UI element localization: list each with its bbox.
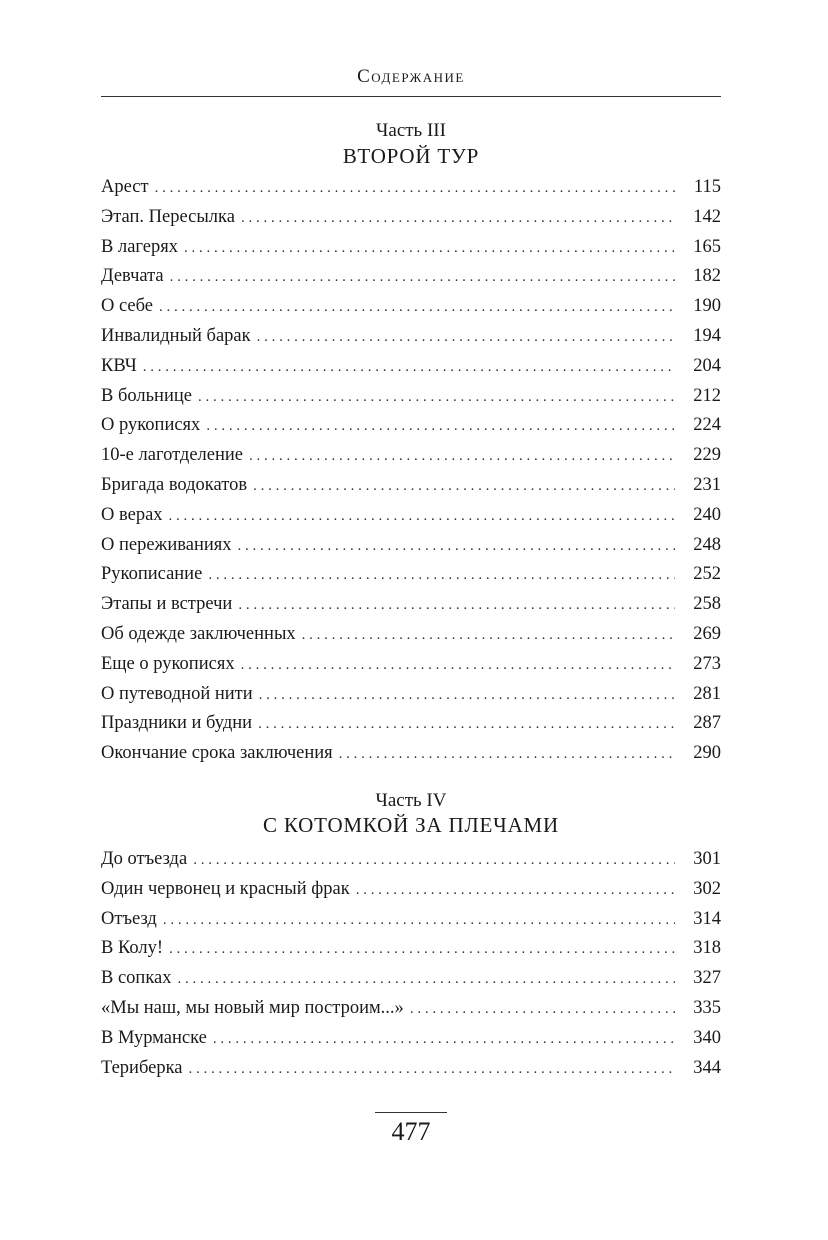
folio-rule: [375, 1112, 447, 1113]
toc-part-4: [101, 845, 721, 1083]
toc-entry-page: 240: [693, 504, 721, 525]
toc-entry-page: 165: [693, 236, 721, 257]
toc-entry-page: 301: [693, 849, 721, 869]
dot-leader: [155, 174, 675, 204]
toc-entry-page: 287: [693, 713, 721, 734]
toc-entry-page: 335: [693, 997, 721, 1018]
dot-leader: [163, 906, 675, 936]
toc-entry: [101, 709, 721, 739]
toc-entry-page: 269: [693, 623, 721, 644]
toc-entry-title: Праздники и будни: [101, 713, 253, 734]
toc-entry-page: 115: [693, 177, 721, 197]
toc-entry-title: Рукописание: [101, 564, 203, 585]
toc-entry-title: «Мы наш, мы новый мир построим...»: [101, 997, 404, 1018]
part-4-title: С КОТОМКОЙ ЗА ПЛЕЧАМИ: [263, 813, 559, 837]
toc-entry-title: Еще о рукописях: [101, 653, 235, 674]
toc-entry-page: 252: [693, 564, 721, 585]
dot-leader: [143, 353, 675, 383]
dot-leader: [241, 651, 675, 681]
toc-entry: [101, 173, 721, 203]
toc-entry-title: В больнице: [101, 385, 192, 406]
toc-entry: [101, 680, 721, 710]
toc-entry-title: Окончание срока заключения: [101, 743, 333, 764]
dot-leader: [238, 591, 675, 621]
toc-entry-page: 344: [693, 1057, 721, 1078]
toc-entry: [101, 1054, 721, 1084]
toc-entry: [101, 739, 721, 769]
dot-leader: [178, 965, 676, 995]
dot-leader: [253, 472, 675, 502]
dot-leader: [193, 846, 675, 876]
toc-entry: [101, 233, 721, 263]
header-rule: [101, 96, 721, 97]
toc-entry-page: 194: [693, 325, 721, 346]
toc-entry-title: До отъезда: [101, 849, 188, 869]
toc-entry: [101, 590, 721, 620]
toc-entry-page: 327: [693, 968, 721, 989]
part-4-label: Часть IV: [375, 790, 447, 811]
toc-entry-title: О себе: [101, 296, 154, 317]
toc-entry-page: 142: [693, 206, 721, 227]
toc-entry-page: 281: [693, 683, 721, 704]
toc-entry: [101, 875, 721, 905]
toc-entry-title: Инвалидный барак: [101, 325, 251, 346]
toc-entry-title: Этапы и встречи: [101, 594, 233, 615]
toc-entry: [101, 964, 721, 994]
toc-entry-page: 290: [693, 743, 721, 764]
toc-entry: [101, 650, 721, 680]
toc-entry-page: 231: [693, 474, 721, 495]
toc-entry: [101, 1024, 721, 1054]
page-number: 477: [391, 1117, 431, 1146]
toc-entry-title: 10-е лаготделение: [101, 445, 243, 466]
toc-entry: [101, 411, 721, 441]
toc-entry-title: В Мурманске: [101, 1027, 207, 1048]
toc-entry: [101, 292, 721, 322]
toc-entry-page: 273: [693, 653, 721, 674]
dot-leader: [213, 1025, 675, 1055]
toc-entry-page: 314: [693, 908, 721, 929]
dot-leader: [339, 740, 675, 770]
toc-entry-title: О переживаниях: [101, 534, 232, 555]
dot-leader: [356, 876, 675, 906]
dot-leader: [198, 383, 675, 413]
dot-leader: [241, 204, 675, 234]
toc-entry: [101, 322, 721, 352]
dot-leader: [258, 710, 675, 740]
toc-entry: [101, 620, 721, 650]
toc-entry-title: Отъезд: [101, 908, 157, 929]
part-3-title: ВТОРОЙ ТУР: [342, 144, 480, 168]
toc-entry: [101, 845, 721, 875]
toc-entry-title: В лагерях: [101, 236, 178, 257]
dot-leader: [259, 681, 675, 711]
toc-entry-title: Этап. Пересылка: [101, 206, 235, 227]
toc-entry-page: 204: [693, 355, 721, 376]
toc-entry-title: О верах: [101, 504, 163, 525]
part-3-label: Часть III: [376, 120, 446, 141]
dot-leader: [410, 995, 675, 1025]
dot-leader: [169, 935, 675, 965]
toc-entry: [101, 441, 721, 471]
toc-entry-page: 302: [693, 878, 721, 899]
toc-entry-title: О рукописях: [101, 415, 201, 436]
toc-entry-page: 258: [693, 594, 721, 615]
toc-entry-page: 224: [693, 415, 721, 436]
toc-entry-page: 190: [693, 296, 721, 317]
dot-leader: [238, 532, 675, 562]
toc-entry-title: Териберка: [101, 1057, 183, 1078]
toc-entry: [101, 994, 721, 1024]
toc-entry: [101, 560, 721, 590]
toc-entry-page: 212: [693, 385, 721, 406]
toc-entry-page: 318: [693, 938, 721, 959]
toc-entry-title: Арест: [101, 177, 149, 197]
toc-entry-title: КВЧ: [101, 355, 137, 376]
dot-leader: [206, 412, 675, 442]
toc-entry-title: В Колу!: [101, 938, 164, 959]
dot-leader: [249, 442, 675, 472]
running-head: Содержание: [357, 66, 465, 87]
toc-entry-title: Один червонец и красный фрак: [101, 878, 350, 899]
toc-entry: [101, 531, 721, 561]
toc-entry-page: 229: [693, 445, 721, 466]
toc-entry: [101, 352, 721, 382]
dot-leader: [170, 263, 675, 293]
dot-leader: [257, 323, 675, 353]
toc-entry: [101, 501, 721, 531]
toc-entry-page: 182: [693, 266, 721, 287]
toc-entry-title: Девчата: [101, 266, 164, 287]
toc-entry-title: Бригада водокатов: [101, 474, 248, 495]
dot-leader: [169, 502, 675, 532]
dot-leader: [184, 234, 675, 264]
toc-entry: [101, 203, 721, 233]
toc-entry-page: 248: [693, 534, 721, 555]
toc-entry: [101, 382, 721, 412]
toc-entry: [101, 934, 721, 964]
dot-leader: [208, 561, 675, 591]
toc-entry-title: В сопках: [101, 968, 172, 989]
toc-entry-title: О путеводной нити: [101, 683, 253, 704]
toc-entry: [101, 471, 721, 501]
toc-entry-page: 340: [693, 1027, 721, 1048]
toc-entry-title: Об одежде заключенных: [101, 623, 296, 644]
toc-entry: [101, 905, 721, 935]
toc-entry: [101, 262, 721, 292]
dot-leader: [302, 621, 675, 651]
dot-leader: [159, 293, 675, 323]
toc-part-3: [101, 173, 721, 769]
dot-leader: [189, 1055, 675, 1085]
